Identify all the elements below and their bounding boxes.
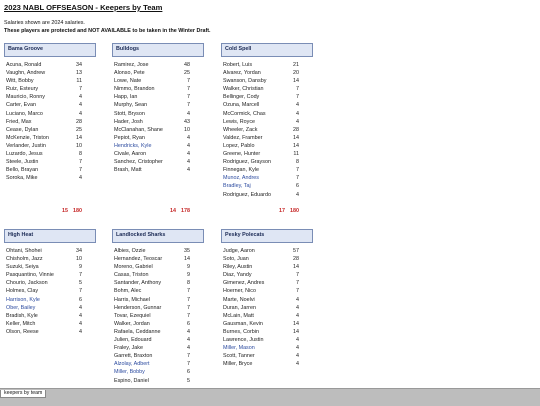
player-name: Cease, Dylan	[6, 126, 39, 133]
player-name: Pepiot, Ryan	[114, 134, 145, 141]
player-row	[4, 312, 96, 320]
player-row	[221, 312, 313, 320]
player-row	[112, 287, 204, 295]
player-row	[4, 296, 96, 304]
player-salary: 14	[293, 78, 299, 85]
team-header: High Heat	[4, 229, 96, 243]
player-name: Hader, Josh	[114, 118, 143, 125]
player-salary: 4	[296, 296, 299, 303]
player-salary: 7	[187, 296, 190, 303]
player-name: Sanchez, Cristopher	[114, 159, 163, 166]
player-row	[221, 255, 313, 263]
player-name: Luciano, Marco	[6, 110, 43, 117]
player-salary: 7	[187, 102, 190, 109]
player-name: Bellinger, Cody	[223, 94, 260, 101]
player-name: Brash, Matt	[114, 167, 142, 174]
player-row	[221, 77, 313, 85]
player-name: McClanahan, Shane	[114, 126, 163, 133]
player-salary: 20	[293, 70, 299, 77]
player-salary: 28	[293, 256, 299, 263]
player-salary: 7	[296, 288, 299, 295]
player-row	[112, 110, 204, 118]
player-row	[4, 166, 96, 174]
player-salary: 7	[79, 167, 82, 174]
player-name: Burnes, Corbin	[223, 328, 259, 335]
salary-note: Salaries shown are 2024 salaries.	[4, 20, 85, 26]
player-salary: 6	[187, 320, 190, 327]
player-name: Tovar, Ezequiel	[114, 312, 151, 319]
player-salary: 34	[76, 62, 82, 68]
player-name: Harris, Michael	[114, 296, 150, 303]
player-row	[221, 279, 313, 287]
player-salary: 7	[79, 288, 82, 295]
player-row	[4, 263, 96, 271]
player-name: Fraley, Jake	[114, 345, 143, 352]
player-name: Ruiz, Esteury	[6, 86, 39, 93]
player-name: Wheeler, Zack	[223, 126, 258, 133]
player-salary: 21	[293, 62, 299, 68]
player-salary: 7	[79, 272, 82, 279]
player-name: Bello, Brayan	[6, 167, 39, 174]
player-salary: 35	[184, 248, 190, 254]
player-name: Lawrence, Justin	[223, 337, 264, 344]
player-name: Marte, Noelvi	[223, 296, 255, 303]
player-salary: 25	[184, 70, 190, 77]
player-row	[221, 328, 313, 336]
player-salary: 48	[184, 62, 190, 68]
player-name: Stott, Bryson	[114, 110, 145, 117]
team-block	[112, 229, 204, 385]
player-salary: 4	[187, 151, 190, 158]
player-row	[112, 101, 204, 109]
player-salary: 25	[76, 126, 82, 133]
player-salary: 4	[296, 102, 299, 109]
player-row	[4, 69, 96, 77]
player-name: Lowe, Nate	[114, 78, 142, 85]
player-name: Finnegan, Kyle	[223, 167, 259, 174]
player-row	[4, 158, 96, 166]
player-row	[112, 85, 204, 93]
page-title: 2023 NABL OFFSEASON - Keepers by Team	[4, 3, 163, 12]
player-row	[112, 279, 204, 287]
player-row	[221, 85, 313, 93]
player-name: Nimmo, Brandon	[114, 86, 155, 93]
player-name: Steele, Justin	[6, 159, 39, 166]
sheet-tab-keepers[interactable]: keepers by team	[0, 390, 46, 398]
player-name: McKenzie, Triston	[6, 134, 49, 141]
player-row	[221, 182, 313, 190]
player-row	[112, 312, 204, 320]
player-row	[112, 150, 204, 158]
player-salary: 6	[296, 183, 299, 190]
player-name: Miller, Bryce	[223, 361, 253, 368]
player-row	[112, 336, 204, 344]
player-row	[112, 158, 204, 166]
player-name: Harrison, Kyle	[6, 296, 40, 303]
player-row	[112, 296, 204, 304]
player-name: Gausman, Kevin	[223, 320, 263, 327]
player-row	[4, 328, 96, 336]
player-name: McCormick, Chas	[223, 110, 266, 117]
player-row	[112, 320, 204, 328]
player-row	[112, 126, 204, 134]
player-salary: 4	[79, 110, 82, 117]
player-salary: 4	[187, 345, 190, 352]
player-salary: 5	[187, 377, 190, 384]
player-row	[221, 150, 313, 158]
player-row	[221, 69, 313, 77]
player-name: Ramirez, Jose	[114, 62, 149, 68]
salary-total: 178	[181, 208, 190, 214]
team-block	[221, 43, 313, 199]
player-row	[221, 142, 313, 150]
sheet-tab-bar	[0, 388, 540, 406]
player-salary: 9	[79, 264, 82, 271]
player-salary: 4	[296, 304, 299, 311]
team-header: Bulldogs	[112, 43, 204, 57]
player-salary: 8	[296, 159, 299, 166]
player-row	[221, 320, 313, 328]
player-salary: 4	[296, 118, 299, 125]
player-row	[4, 101, 96, 109]
player-name: Hoerner, Nico	[223, 288, 256, 295]
player-row	[221, 296, 313, 304]
player-row	[4, 255, 96, 263]
player-row	[221, 166, 313, 174]
player-row	[4, 118, 96, 126]
player-name: Olson, Reese	[6, 328, 39, 335]
player-list	[221, 247, 313, 368]
player-salary: 7	[187, 304, 190, 311]
player-salary: 4	[79, 175, 82, 182]
player-salary: 14	[184, 256, 190, 263]
player-salary: 4	[79, 328, 82, 335]
team-totals	[112, 208, 204, 216]
player-row	[221, 118, 313, 126]
player-name: Witt, Bobby	[6, 78, 34, 85]
player-row	[4, 134, 96, 142]
team-header: Cold Spell	[221, 43, 313, 57]
player-list	[112, 61, 204, 174]
team-block	[4, 43, 96, 182]
player-row	[112, 61, 204, 69]
player-salary: 7	[296, 86, 299, 93]
player-name: Moreno, Gabriel	[114, 264, 153, 271]
player-row	[4, 174, 96, 182]
player-name: Hernandez, Teoscar	[114, 256, 163, 263]
player-name: Fried, Max	[6, 118, 32, 125]
player-name: Robert, Luis	[223, 62, 253, 68]
player-row	[112, 142, 204, 150]
player-salary: 7	[187, 353, 190, 360]
player-salary: 8	[79, 151, 82, 158]
player-salary: 9	[187, 272, 190, 279]
player-salary: 4	[296, 110, 299, 117]
player-name: Alzolay, Adbert	[114, 361, 150, 368]
player-row	[112, 377, 204, 385]
player-name: Keller, Mitch	[6, 320, 36, 327]
player-salary: 14	[76, 134, 82, 141]
player-name: Civale, Aaron	[114, 151, 147, 158]
player-name: Suzuki, Seiya	[6, 264, 39, 271]
player-salary: 14	[293, 328, 299, 335]
player-row	[4, 126, 96, 134]
player-salary: 7	[296, 280, 299, 287]
player-salary: 14	[293, 320, 299, 327]
player-name: Judge, Aaron	[223, 248, 255, 254]
player-salary: 14	[293, 134, 299, 141]
player-row	[4, 142, 96, 150]
player-row	[221, 360, 313, 368]
player-name: Riley, Austin	[223, 264, 253, 271]
player-name: Gimenez, Andres	[223, 280, 265, 287]
player-name: Ober, Bailey	[6, 304, 36, 311]
player-list	[4, 247, 96, 336]
player-count: 17	[279, 208, 285, 214]
player-row	[112, 328, 204, 336]
player-row	[4, 304, 96, 312]
player-name: Bohm, Alec	[114, 288, 142, 295]
player-salary: 7	[187, 361, 190, 368]
player-name: Miller, Mason	[223, 345, 255, 352]
player-name: Greene, Hunter	[223, 151, 261, 158]
player-salary: 9	[187, 264, 190, 271]
player-row	[221, 134, 313, 142]
player-salary: 57	[293, 248, 299, 254]
player-name: Albies, Ozzie	[114, 248, 146, 254]
team-header: Pesky Polecats	[221, 229, 313, 243]
player-row	[221, 101, 313, 109]
player-name: Lopez, Pablo	[223, 142, 255, 149]
player-salary: 4	[79, 94, 82, 101]
player-name: Alonso, Pete	[114, 70, 145, 77]
player-salary: 11	[76, 78, 82, 85]
player-row	[112, 118, 204, 126]
player-row	[112, 344, 204, 352]
player-salary: 7	[296, 175, 299, 182]
player-salary: 10	[76, 256, 82, 263]
player-row	[221, 158, 313, 166]
player-name: Murphy, Sean	[114, 102, 148, 109]
protection-note: These players are protected and NOT AVAILABLE to be taken in the Winter Draft.	[4, 28, 211, 34]
team-totals	[4, 208, 96, 216]
player-name: Lewis, Royce	[223, 118, 256, 125]
player-name: Luzardo, Jesus	[6, 151, 43, 158]
player-row	[4, 279, 96, 287]
player-name: Munoz, Andres	[223, 175, 259, 182]
player-name: Acuna, Ronald	[6, 62, 42, 68]
player-salary: 5	[79, 280, 82, 287]
player-salary: 4	[296, 312, 299, 319]
player-list	[4, 61, 96, 182]
player-salary: 4	[187, 110, 190, 117]
player-name: Rafaela, Ceddanne	[114, 328, 161, 335]
player-salary: 4	[296, 345, 299, 352]
player-salary: 4	[296, 337, 299, 344]
player-name: Ozuna, Marcell	[223, 102, 260, 109]
player-name: Vaughn, Andrew	[6, 70, 46, 77]
player-salary: 7	[187, 312, 190, 319]
player-salary: 4	[187, 167, 190, 174]
player-name: Bradish, Kyle	[6, 312, 38, 319]
player-salary: 14	[293, 142, 299, 149]
player-row	[221, 61, 313, 69]
player-row	[4, 150, 96, 158]
player-row	[4, 320, 96, 328]
player-salary: 4	[187, 134, 190, 141]
player-name: Santander, Anthony	[114, 280, 162, 287]
player-row	[4, 93, 96, 101]
player-salary: 4	[187, 337, 190, 344]
player-count: 15	[62, 208, 68, 214]
player-row	[112, 352, 204, 360]
player-salary: 4	[296, 353, 299, 360]
player-salary: 28	[293, 126, 299, 133]
player-row	[112, 166, 204, 174]
player-salary: 28	[76, 118, 82, 125]
player-salary: 7	[187, 78, 190, 85]
player-list	[112, 247, 204, 385]
team-block	[221, 229, 313, 368]
team-header: Landlocked Sharks	[112, 229, 204, 243]
player-row	[221, 304, 313, 312]
player-salary: 7	[79, 159, 82, 166]
player-name: Soroka, Mike	[6, 175, 38, 182]
player-salary: 4	[79, 320, 82, 327]
player-salary: 6	[79, 296, 82, 303]
player-salary: 4	[187, 142, 190, 149]
player-name: Hendricks, Kyle	[114, 142, 152, 149]
player-salary: 7	[296, 272, 299, 279]
player-name: Walker, Christian	[223, 86, 264, 93]
player-row	[4, 110, 96, 118]
player-salary: 4	[187, 328, 190, 335]
team-block	[112, 43, 204, 174]
player-row	[221, 344, 313, 352]
player-row	[112, 69, 204, 77]
player-salary: 10	[184, 126, 190, 133]
player-row	[4, 271, 96, 279]
player-salary: 7	[187, 94, 190, 101]
player-name: Rodriguez, Eduardo	[223, 191, 271, 198]
salary-total: 180	[290, 208, 299, 214]
player-row	[221, 271, 313, 279]
player-row	[221, 352, 313, 360]
player-row	[4, 85, 96, 93]
player-name: Swanson, Dansby	[223, 78, 267, 85]
player-salary: 10	[76, 142, 82, 149]
player-name: Alvarez, Yordan	[223, 70, 261, 77]
player-name: Duran, Jarren	[223, 304, 256, 311]
player-row	[221, 191, 313, 199]
player-name: Chisholm, Jazz	[6, 256, 43, 263]
player-row	[4, 287, 96, 295]
player-row	[112, 255, 204, 263]
player-row	[112, 368, 204, 376]
player-salary: 7	[79, 86, 82, 93]
player-name: Bradley, Taj	[223, 183, 251, 190]
player-row	[221, 263, 313, 271]
player-row	[4, 247, 96, 255]
player-salary: 7	[296, 167, 299, 174]
player-name: Julien, Edouard	[114, 337, 152, 344]
player-name: McLain, Matt	[223, 312, 254, 319]
player-salary: 34	[76, 248, 82, 254]
player-salary: 4	[296, 361, 299, 368]
player-row	[112, 263, 204, 271]
player-list	[221, 61, 313, 199]
player-salary: 43	[184, 118, 190, 125]
player-name: Walker, Jordan	[114, 320, 150, 327]
player-name: Pasquantino, Vinnie	[6, 272, 54, 279]
player-name: Rodriguez, Grayson	[223, 159, 271, 166]
player-salary: 4	[296, 191, 299, 198]
player-name: Verlander, Justin	[6, 142, 46, 149]
player-salary: 8	[187, 280, 190, 287]
player-row	[4, 77, 96, 85]
player-name: Carter, Evan	[6, 102, 36, 109]
team-header: Bama Groove	[4, 43, 96, 57]
player-name: Chourio, Jackson	[6, 280, 48, 287]
team-totals	[221, 208, 313, 216]
player-row	[221, 126, 313, 134]
player-name: Espino, Daniel	[114, 377, 149, 384]
player-salary: 4	[79, 312, 82, 319]
player-salary: 4	[79, 102, 82, 109]
player-row	[112, 93, 204, 101]
player-row	[221, 336, 313, 344]
player-salary: 4	[187, 159, 190, 166]
player-name: Miller, Bobby	[114, 369, 145, 376]
player-row	[112, 134, 204, 142]
player-name: Casas, Triston	[114, 272, 149, 279]
player-salary: 14	[293, 264, 299, 271]
player-name: Diaz, Yandy	[223, 272, 252, 279]
player-name: Valdez, Framber	[223, 134, 263, 141]
player-name: Henderson, Gunnar	[114, 304, 162, 311]
player-row	[112, 360, 204, 368]
player-name: Garrett, Braxton	[114, 353, 153, 360]
player-row	[221, 93, 313, 101]
player-row	[221, 287, 313, 295]
player-name: Holmes, Clay	[6, 288, 39, 295]
player-name: Scott, Tanner	[223, 353, 255, 360]
player-name: Ohtani, Shohei	[6, 248, 42, 254]
player-name: Happ, Ian	[114, 94, 138, 101]
player-salary: 13	[76, 70, 82, 77]
player-name: Mauricio, Ronny	[6, 94, 45, 101]
salary-total: 180	[73, 208, 82, 214]
player-name: Soto, Juan	[223, 256, 249, 263]
player-salary: 11	[293, 151, 299, 158]
player-row	[221, 110, 313, 118]
player-row	[221, 174, 313, 182]
player-row	[112, 247, 204, 255]
player-row	[112, 271, 204, 279]
player-row	[4, 61, 96, 69]
player-salary: 6	[187, 369, 190, 376]
player-salary: 7	[296, 94, 299, 101]
player-salary: 7	[187, 288, 190, 295]
player-salary: 4	[79, 304, 82, 311]
player-count: 14	[170, 208, 176, 214]
player-row	[221, 247, 313, 255]
player-row	[112, 77, 204, 85]
team-block	[4, 229, 96, 336]
player-salary: 7	[187, 86, 190, 93]
player-row	[112, 304, 204, 312]
